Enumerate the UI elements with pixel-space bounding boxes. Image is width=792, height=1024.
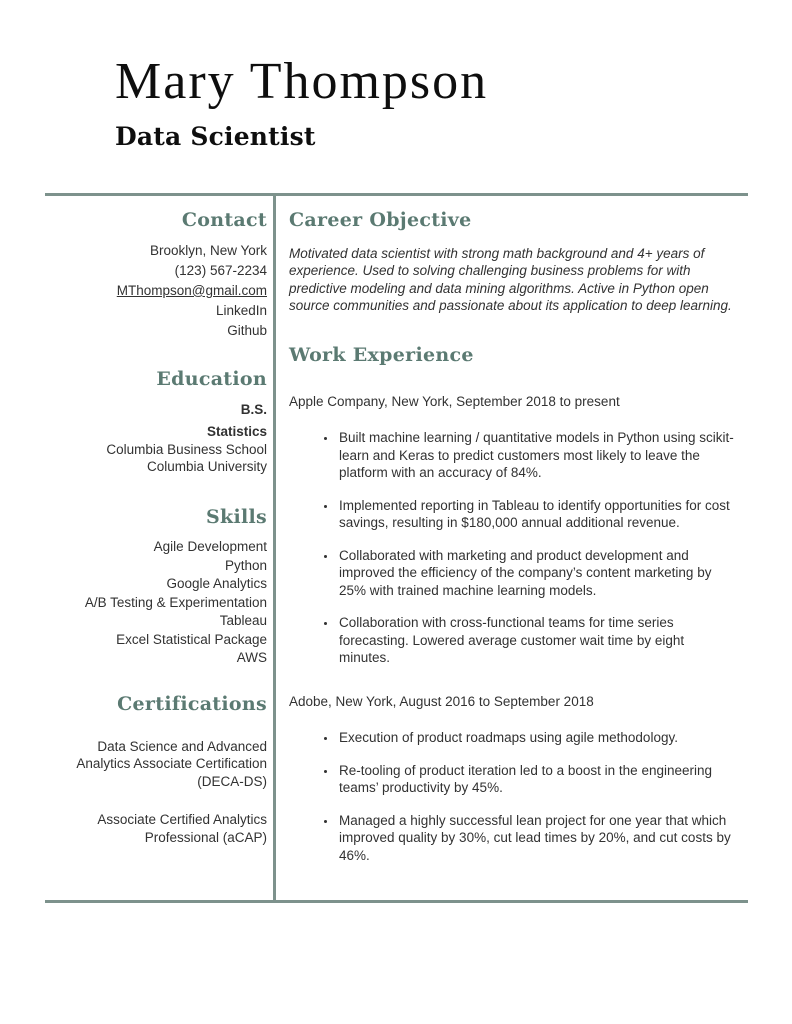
certifications-heading: Certifications [117, 692, 267, 715]
certification-item: Associate Certified Analytics Professional (aCAP) [97, 812, 267, 845]
work-experience-heading: Work Experience [289, 343, 474, 366]
career-objective-heading: Career Objective [289, 209, 472, 231]
resume-header [115, 55, 488, 151]
job-bullet: • Managed a highly successful lean project for one year that which improved quality by 30%, cut lead times by 20%, and cut costs by 46%. [337, 812, 736, 865]
education-heading: Education [156, 367, 267, 390]
skill-item: Python [224, 557, 267, 573]
skill-item: Google Analytics [166, 576, 267, 592]
job-bullet-list [289, 729, 736, 864]
job-header: Adobe, New York, August 2016 to September 2018 [289, 693, 594, 709]
certifications-list [45, 738, 267, 847]
job-bullet: • Re-tooling of product iteration led to a boost in the engineering teams’ productivity by 45%. [337, 762, 736, 797]
contact-location: Brooklyn, New York [149, 242, 267, 258]
skill-item: Excel Statistical Package [116, 631, 267, 647]
contact-linkedin: LinkedIn [215, 302, 267, 318]
contact-heading: Contact [181, 209, 267, 231]
job-bullet: • Implemented reporting in Tableau to identify opportunities for cost savings, resulting in $180,000 annual additional revenue. [337, 497, 736, 532]
contact-email-link[interactable]: MThompson@gmail.com [116, 282, 267, 298]
contact-list [45, 241, 267, 341]
contact-phone: (123) 567-2234 [174, 262, 267, 278]
skill-item: Tableau [219, 613, 267, 629]
content-frame [45, 193, 748, 903]
job-bullet-list [289, 429, 736, 667]
main-column [276, 196, 748, 900]
certification-item: Data Science and Advanced Analytics Associate Certification (DECA-DS) [76, 738, 267, 789]
skill-item: Agile Development [153, 539, 267, 555]
skills-heading: Skills [205, 505, 267, 528]
sidebar [45, 196, 276, 900]
education-degree: B.S. [240, 401, 267, 417]
education-schools [45, 441, 267, 476]
job-bullet: • Collaborated with marketing and product development and improved the efficiency of the company’s content marketing by 25% with trained machine learning models. [337, 547, 736, 600]
job-section [289, 693, 736, 865]
education-major: Statistics [206, 424, 267, 440]
job-bullet: • Execution of product roadmaps using agile methodology. [337, 729, 736, 747]
career-objective-text: Motivated data scientist with strong math background and 4+ years of experience. Used to solving challenging business problems for with predictive modeling and data mining algorithms. Active in Python open source communities and passionate about its application to deep learning. [289, 245, 732, 314]
education-list [45, 401, 267, 476]
contact-github: Github [227, 322, 267, 338]
person-name: Mary Thompson [115, 53, 489, 110]
education-school: Columbia Business School [106, 441, 267, 457]
person-job-title: Data Scientist [115, 121, 316, 151]
job-bullet: • Collaboration with cross-functional teams for time series forecasting. Lowered average customer wait time by eight minutes. [337, 614, 736, 667]
skill-item: A/B Testing & Experimentation [84, 594, 267, 610]
job-section [289, 393, 736, 667]
education-school: Columbia University [146, 459, 267, 475]
skill-item: AWS [236, 650, 267, 666]
job-header: Apple Company, New York, September 2018 to present [289, 393, 620, 409]
job-bullet: • Built machine learning / quantitative models in Python using scikit-learn and Keras to predict customers most likely to leave the platform with an accuracy of 84%. [337, 429, 736, 482]
skills-list [45, 538, 267, 668]
